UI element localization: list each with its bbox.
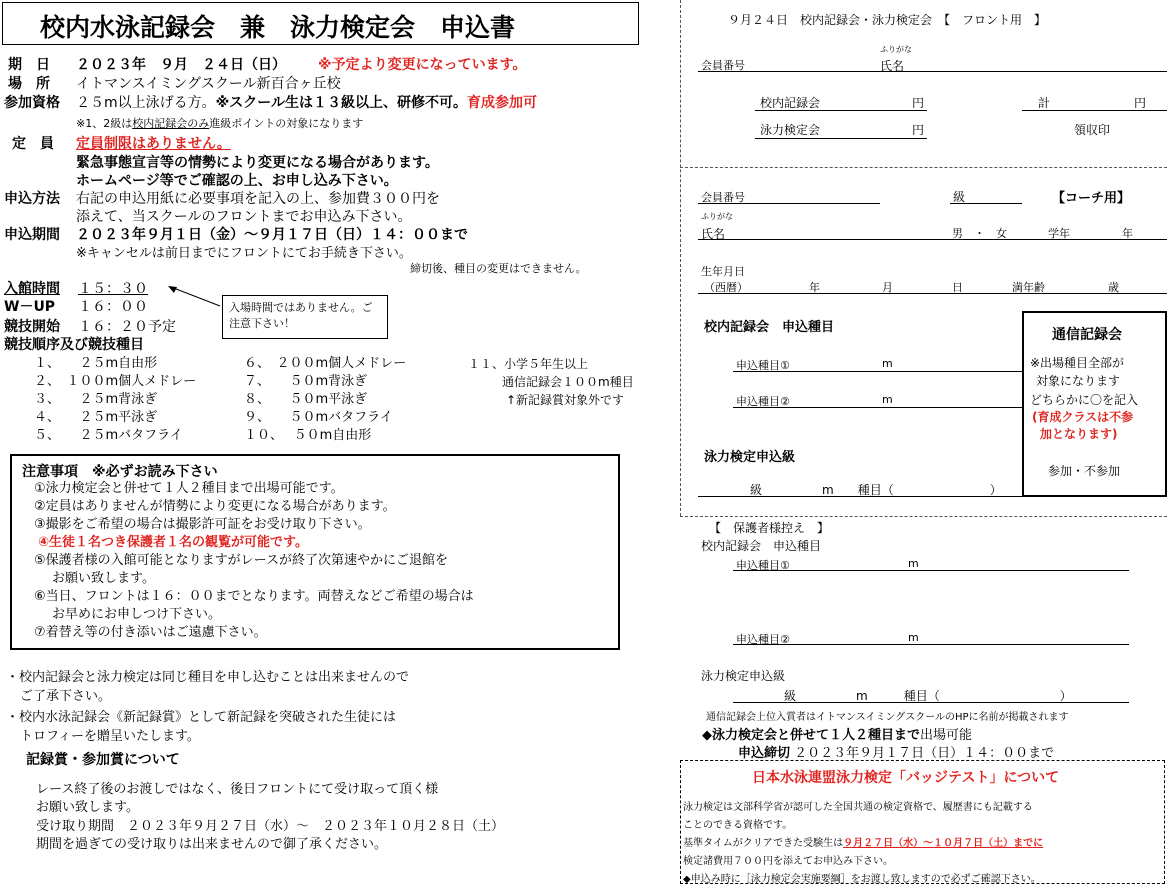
coach-name-line xyxy=(698,239,1167,240)
eligibility-label: 参加資格 xyxy=(4,95,60,111)
coach-grade-line xyxy=(950,203,1022,204)
front-header: ９月２４日 校内記録会・泳力検定会 【 フロント用 】 xyxy=(728,13,1047,27)
callout-text: 入場時間ではありません。ご注意下さい！ xyxy=(229,301,373,330)
event-item: ↑新記録賞対象外です xyxy=(506,393,625,407)
date-label: 期 日 xyxy=(8,57,50,73)
notes-list xyxy=(34,480,474,642)
coach-event1-line xyxy=(733,371,1022,372)
guardian-event2-line xyxy=(733,644,1129,645)
period-value: ２０２３年９月１日（金）～９月１７日（日）１４：００まで xyxy=(76,227,468,243)
note-item: ①泳力検定会と併せて１人２種目まで出場可能です。 xyxy=(34,481,344,496)
coach-dob: 生年月日 xyxy=(701,265,745,278)
page-title: 校内水泳記録会 兼 泳力検定会 申込書 xyxy=(40,13,516,42)
place-value: イトマンスイミングスクール新百合ヶ丘校 xyxy=(76,76,341,92)
front-total: 計 xyxy=(1038,96,1051,110)
front-yen1: 円 xyxy=(912,96,925,110)
front-fee-line2 xyxy=(755,138,927,139)
note-item: ②定員はありませんが情勢により変更になる場合があります。 xyxy=(34,499,396,514)
coach-event2-m: m xyxy=(882,393,893,406)
start-value: １６：２０予定 xyxy=(78,319,176,335)
coach-event1: 申込種目① xyxy=(736,359,790,372)
eligibility-note: ※1、2級は校内記録会のみ進級ポイントの対象になります xyxy=(76,117,364,130)
bottom-line3: ・校内水泳記録会《新記録賞》として新記録を突破された生徒には xyxy=(6,710,397,725)
coach-age-label: 満年齢 xyxy=(1012,281,1045,294)
event-item: ３、 ２５m背泳ぎ xyxy=(34,392,158,407)
front-yen-total: 円 xyxy=(1134,96,1147,110)
guardian-event1: 申込種目① xyxy=(736,559,790,572)
period-note: ※キャンセルは前日までにフロントにてお手続き下さい。 xyxy=(76,246,412,261)
coach-label: 【コーチ用】 xyxy=(1052,191,1131,206)
coach-dob-m: 月 xyxy=(882,281,893,294)
guardian-event1-line xyxy=(733,570,1129,571)
front-total-line xyxy=(1022,110,1167,111)
capacity-line2: 緊急事態宣言等の情勢により変更になる場合があります。 xyxy=(76,155,439,171)
guardian-test-line: 級 m 種目（ ） xyxy=(784,689,1072,703)
front-test-fee: 泳力検定会 xyxy=(760,123,821,137)
events-col3 xyxy=(468,355,634,409)
bottom-line1: ・校内記録会と泳力検定は同じ種目を申し込むことは出来ませんので xyxy=(6,670,410,685)
event-item: 通信記録会１００m種目 xyxy=(502,375,634,389)
coach-event1-m: m xyxy=(882,357,893,370)
coach-name: 氏名 xyxy=(701,227,726,241)
wup-label: W－UP xyxy=(4,299,56,315)
capacity-red: 定員制限はありません。 xyxy=(76,136,231,152)
award-line2: お願い致します。 xyxy=(36,800,139,815)
coach-event2: 申込種目② xyxy=(736,395,790,408)
guardian-events-heading: 校内記録会 申込種目 xyxy=(701,539,822,553)
method-line2: 添えて、当スクールのフロントまでお申込み下さい。 xyxy=(76,209,412,225)
order-label: 競技順序及び競技種目 xyxy=(4,337,144,353)
front-furigana: ふりがな xyxy=(880,45,912,54)
coach-member-no: 会員番号 xyxy=(701,191,745,204)
corr-line2: 対象になります xyxy=(1036,374,1121,388)
divider-vertical xyxy=(680,0,681,516)
event-item: ８、 ５０m平泳ぎ xyxy=(244,392,368,407)
coach-school-year: 学年 xyxy=(1048,227,1070,240)
coach-dob-d: 日 xyxy=(952,281,963,294)
event-item: １１、小学５年生以上 xyxy=(468,357,589,371)
front-member-no: 会員番号 xyxy=(701,59,745,72)
date-note: ※予定より変更になっています。 xyxy=(318,57,527,73)
callout-arrow xyxy=(165,283,225,313)
event-item: ７、 ５０m背泳ぎ xyxy=(244,374,368,389)
corr-line5: 加となります) xyxy=(1040,427,1118,441)
badge-line3: 基準タイムがクリアできた受験生は９月２７日（水）～１０月７日（土）までに xyxy=(683,838,1044,849)
corr-title: 通信記録会 xyxy=(1052,327,1122,343)
corr-choice: 参加・不参加 xyxy=(1048,464,1121,478)
front-receipt: 領収印 xyxy=(1074,123,1111,137)
place-label: 場 所 xyxy=(8,76,50,92)
badge-line2: ことのできる資格です。 xyxy=(683,820,793,831)
guardian-hp-note: 通信記録会上位入賞者はイトマンスイミングスクールのHPに名前が掲載されます xyxy=(706,712,1069,723)
event-item: ２、 １００m個人メドレー xyxy=(34,374,197,389)
note-item: ③撮影をご希望の場合は撮影許可証をお受け取り下さい。 xyxy=(34,517,371,532)
note-item: ④生徒１名つき保護者１名の観覧が可能です。 xyxy=(38,535,308,550)
coach-member-line xyxy=(698,203,880,204)
guardian-combo: ◆泳力検定会と併せて１人２種目まで出場可能 xyxy=(702,728,973,743)
start-label: 競技開始 xyxy=(4,319,60,335)
coach-test-underline xyxy=(698,496,1022,497)
note-item: お願い致します。 xyxy=(52,571,155,586)
badge-line5: ◆申込み時に［泳力検定会実施要綱］をお渡し致しますので必ずご確認下さい。 xyxy=(683,874,1041,885)
guardian-heading: 【 保護者様控え 】 xyxy=(709,521,830,535)
badge-line1: 泳力検定は文部科学省が認可した全国共通の検定資格で、履歴書にも記載する xyxy=(683,802,1033,813)
method-line1: 右記の申込用紙に必要事項を記入の上、参加費３００円を xyxy=(76,191,440,207)
badge-title: 日本水泳連盟泳力検定「バッジテスト」について xyxy=(752,770,1060,786)
coach-era: （西暦） xyxy=(704,281,748,294)
bottom-line4: トロフィーを贈呈いたします。 xyxy=(20,729,200,744)
guardian-event2-m: m xyxy=(908,631,919,644)
date-value: ２０２３年 ９月 ２４日（日） xyxy=(76,57,286,73)
note-item: ⑥当日、フロントは１６：００までとなります。両替えなどご希望の場合は xyxy=(34,589,474,604)
front-yen2: 円 xyxy=(912,123,925,137)
note-item: ⑦着替え等の付き添いはご遠慮下さい。 xyxy=(34,625,267,640)
event-item: ５、 ２５mバタフライ xyxy=(34,428,183,443)
badge-line4: 検定諸費用７００円を添えてお申込み下さい。 xyxy=(683,856,893,867)
coach-year: 年 xyxy=(1122,227,1133,240)
note-item: ⑤保護者様の入館可能となりますがレースが終了次第速やかにご退館を xyxy=(34,553,449,568)
entry-time-label: 入館時間 xyxy=(4,281,60,297)
award-line4: 期間を過ぎての受け取りは出来ませんので御了承ください。 xyxy=(36,837,388,852)
events-col1 xyxy=(34,355,196,445)
coach-test-line: 級 m 種目（ ） xyxy=(750,483,1002,497)
divider-bottom xyxy=(680,516,1167,517)
capacity-line3: ホームページ等でご確認の上、お申し込み下さい。 xyxy=(76,173,398,189)
period-label: 申込期間 xyxy=(4,227,60,243)
wup-value: １６：００ xyxy=(78,299,148,315)
coach-grade: 級 xyxy=(953,190,966,204)
coach-furigana: ふりがな xyxy=(701,212,733,221)
corr-line4: (育成クラスは不参 xyxy=(1032,410,1134,424)
guardian-test-underline xyxy=(733,702,1129,703)
entry-time-value: １５：３０ xyxy=(78,281,148,297)
guardian-event2: 申込種目② xyxy=(736,633,790,646)
corr-line1: ※出場種目全部が xyxy=(1030,356,1125,370)
period-note2: 締切後、種目の変更はできません。 xyxy=(410,262,587,275)
guardian-deadline: 申込締切 ２０２３年９月１７日（日）１４：００まで xyxy=(738,746,1055,761)
front-name-line xyxy=(698,71,1167,72)
coach-events-heading: 校内記録会 申込種目 xyxy=(704,320,835,335)
coach-dob-line xyxy=(698,293,1167,294)
corr-line3: どちらかに〇を記入 xyxy=(1030,393,1139,407)
eligibility-value: ２５m以上泳げる方。※スクール生は１３級以上、研修不可。育成参加可 xyxy=(76,95,537,111)
event-item: ９、 ５０mバタフライ xyxy=(244,410,393,425)
divider-horizontal xyxy=(680,167,1167,168)
coach-gender: 男 ・ 女 xyxy=(952,227,1007,240)
award-line3: 受け取り期間 ２０２３年９月２７日（水）～ ２０２３年１０月２８日（土） xyxy=(36,819,505,834)
event-item: ６、 ２００m個人メドレー xyxy=(244,356,407,371)
guardian-test-heading: 泳力検定申込級 xyxy=(701,669,786,683)
front-fee-line1 xyxy=(755,110,927,111)
front-name: 氏名 xyxy=(880,59,905,73)
coach-event2-line xyxy=(733,407,1022,408)
award-line1: レース終了後のお渡しではなく、後日フロントにて受け取って頂く様 xyxy=(36,782,439,797)
award-heading: 記録賞・参加賞について xyxy=(26,752,180,768)
event-item: ４、 ２５m平泳ぎ xyxy=(34,410,158,425)
coach-age-unit: 歳 xyxy=(1108,281,1119,294)
notes-heading: 注意事項 ※必ずお読み下さい xyxy=(22,464,218,480)
guardian-event1-m: m xyxy=(908,557,919,570)
capacity-label: 定 員 xyxy=(12,136,54,152)
coach-test-heading: 泳力検定申込級 xyxy=(704,450,796,465)
method-label: 申込方法 xyxy=(4,191,60,207)
front-school-fee: 校内記録会 xyxy=(760,96,821,110)
events-col2 xyxy=(244,355,406,445)
event-item: １０、 ５０m自由形 xyxy=(244,428,372,443)
note-item: お早めにお申しつけ下さい。 xyxy=(52,607,222,622)
coach-dob-y: 年 xyxy=(809,281,820,294)
bottom-line2: ご了承下さい。 xyxy=(20,689,112,704)
event-item: １、 ２５m自由形 xyxy=(34,356,158,371)
